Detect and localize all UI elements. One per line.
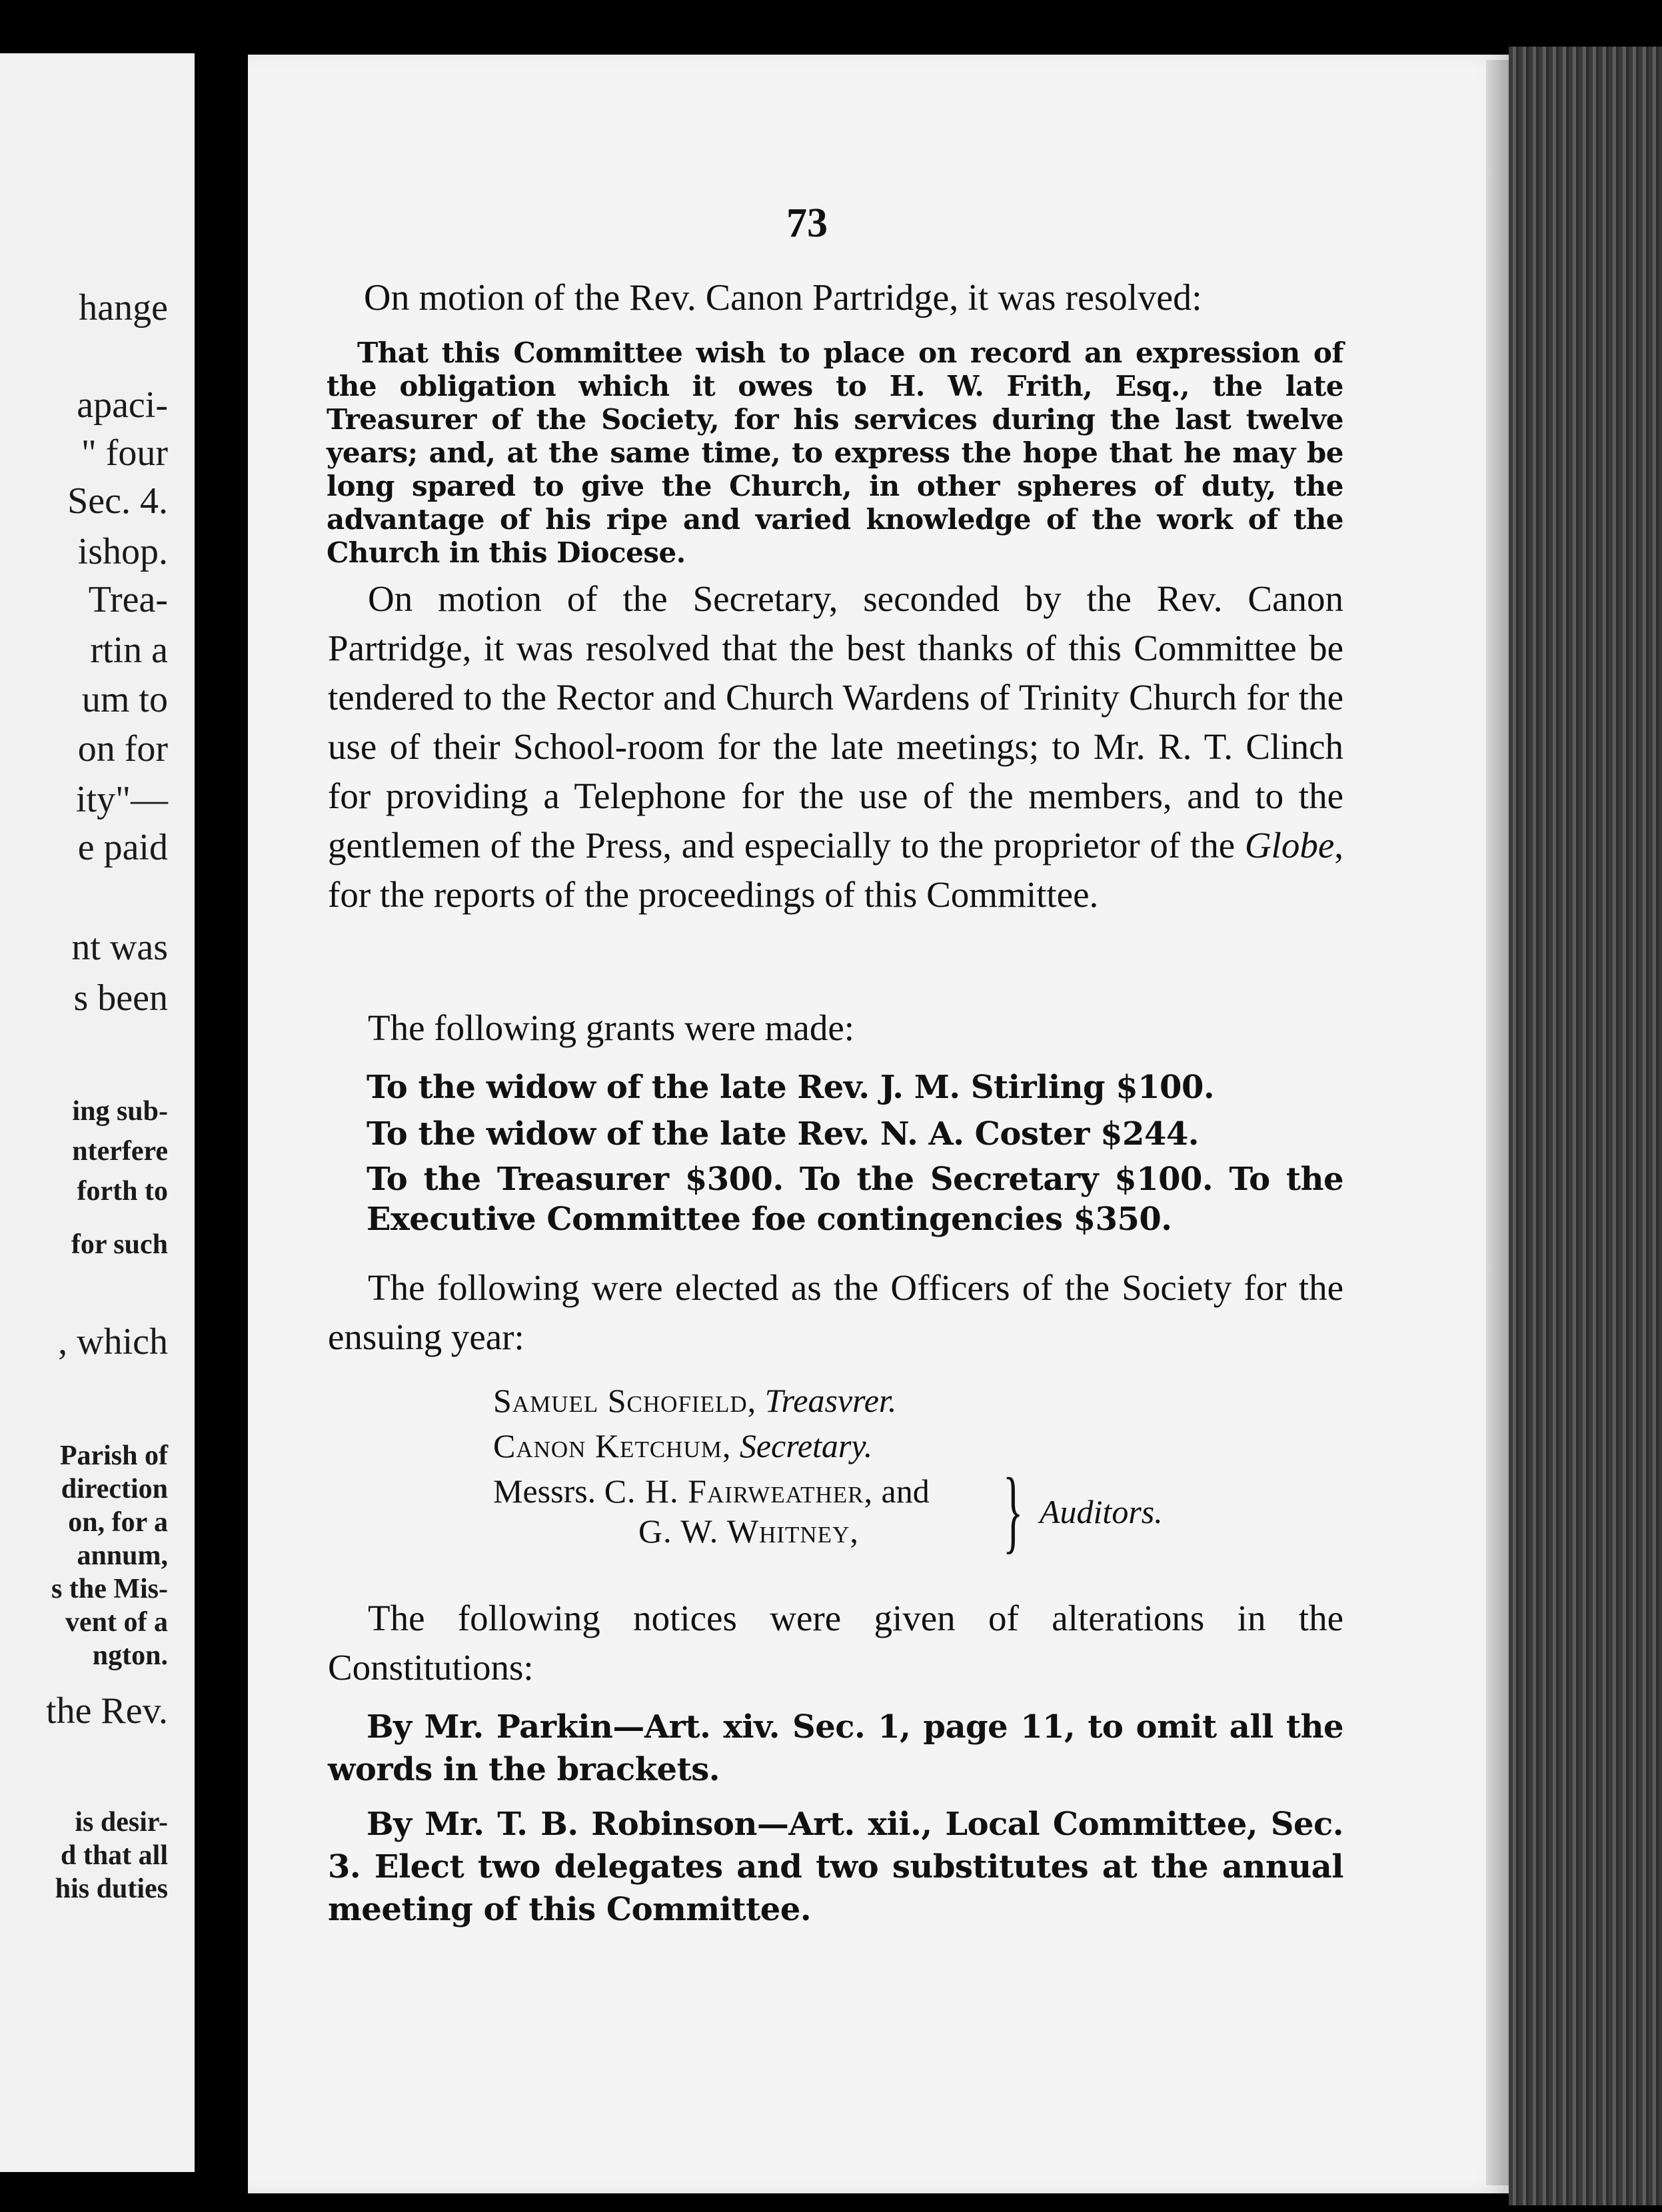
facing-page-fragment [0,53,195,2172]
left-line: on, for a [68,1507,168,1538]
grant-item: To the widow of the late Rev. N. A. Coster $244. [367,1115,1199,1153]
officer-secretary [493,1426,872,1466]
left-line: for such [71,1229,168,1260]
officer-auditor-2 [638,1511,859,1551]
left-line: his duties [55,1874,168,1904]
notice-item: By Mr. Parkin—Art. xiv. Sec. 1, page 11, to omit all the words in the brackets. [328,1708,1343,1788]
auditors-title: Auditors. [1040,1493,1163,1530]
brace-icon: } [1003,1459,1024,1562]
left-line: on for [77,728,168,770]
left-line: nterfere [72,1136,168,1167]
page-edge [1486,60,1509,2185]
secretary-title: Secretary. [739,1427,873,1464]
left-line: s the Mis- [51,1574,168,1604]
left-line: d that all [60,1840,168,1871]
auditors-and: and [881,1472,930,1510]
left-line: direction [61,1474,168,1504]
left-line: apaci- [77,384,168,426]
thanks-text-end: , for the reports of the proceedings of this Committee. [328,825,1343,915]
officer-treasurer [493,1381,896,1420]
left-line: Trea- [88,579,168,620]
thanks-text: On motion of the Secretary, seconded by the Rev. Canon Partridge, it was resolved that the best thanks of this Committee be tendered to the Rector and Church Wardens of Trinity Church for the use of their School-room for the late meetings; to Mr. R. T. Clinch for providing a Telephone for the use of the members, and to the gentlemen of the Press, and especially to the proprietor of the [328,578,1343,865]
left-line: um to [81,679,168,720]
left-line: s been [73,977,168,1019]
page-number: 73 [786,201,828,246]
left-line: " four [81,432,168,474]
left-line: Sec. 4. [67,480,168,522]
thanks-paragraph [328,574,1343,919]
left-line: annum, [77,1540,168,1571]
auditors-prefix: Messrs. [493,1472,596,1510]
grants-intro: The following grants were made: [368,1007,855,1048]
left-line: Parish of [59,1440,168,1471]
notice-item: By Mr. T. B. Robinson—Art. xii., Local Committee, Sec. 3. Elect two delegates and two substitutes at the annual meeting of this Committee. [328,1806,1343,1928]
left-line: , which [58,1321,168,1363]
left-line: ing sub- [72,1096,168,1127]
resolution-intro: On motion of the Rev. Canon Partridge, it was resolved: [364,277,1202,318]
left-line: is desir- [75,1807,168,1838]
left-line: ishop. [77,531,168,572]
left-line: vent of a [65,1607,168,1638]
auditor-2-name: G. W. Whitney, [638,1512,859,1550]
officer-auditor-1 [493,1471,930,1511]
resolution-text: That this Committee wish to place on record an expression of the obligation which it owes to H. W. Frith, Esq., the late Treasurer of the Society, for his services during the last twelve years; and, at the same time, to express the hope that he may be long spared to give the Church, in other spheres of duty, the advantage of his ripe and varied knowledge of the work of the Church in this Diocese. [327,336,1343,569]
treasurer-name: Samuel Schofield, [493,1382,757,1419]
auditor-1-name: C. H. Fairweather, [604,1472,873,1510]
secretary-name: Canon Ketchum, [493,1427,732,1464]
left-line: rtin a [90,630,168,671]
left-line: ity"— [76,779,168,820]
book-edge-scan [1509,47,1662,2205]
left-line: ngton. [92,1640,168,1671]
left-line: e paid [77,827,168,868]
left-line: hange [79,287,168,328]
treasurer-title: Treasvrer. [764,1382,897,1419]
left-line: forth to [77,1176,168,1207]
grant-item: To the widow of the late Rev. J. M. Stirling $100. [367,1069,1215,1106]
grant-item: To the Treasurer $300. To the Secretary $100. To the Executive Committee foe contingencies $350. [367,1161,1343,1238]
left-line: nt was [71,927,168,968]
officers-intro: The following were elected as the Officers of the Society for the ensuing year: [328,1267,1343,1357]
notices-intro: The following notices were given of alterations in the Constitutions: [328,1598,1343,1688]
globe-title: Globe [1244,825,1335,865]
left-line: the Rev. [46,1690,168,1732]
